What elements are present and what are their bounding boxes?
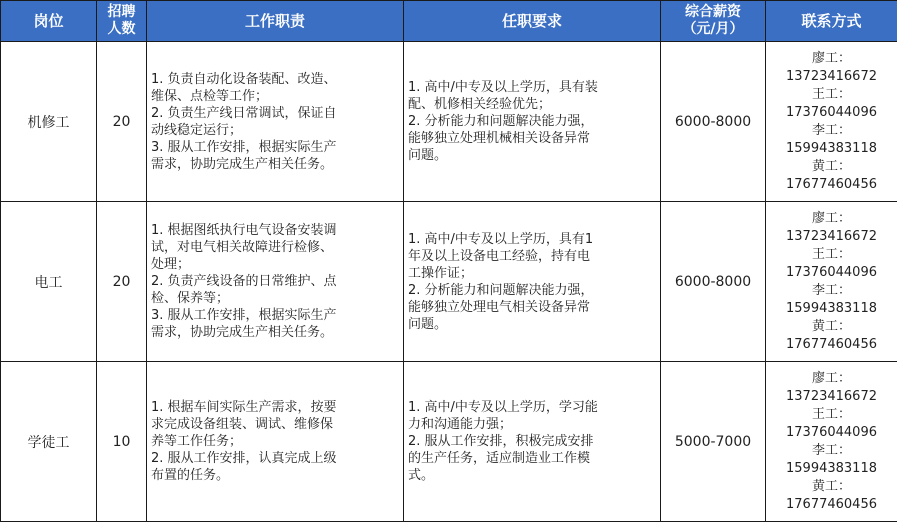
contact-name: 廖工： bbox=[811, 210, 851, 226]
position-cell: 机修工 bbox=[1, 42, 97, 202]
requirement-line: 式。 bbox=[408, 468, 435, 483]
requirement-line: 配、机修相关经验优先； bbox=[408, 97, 552, 112]
contact-phone: 17376044096 bbox=[786, 264, 877, 280]
duty-line: 养等工作任务； bbox=[151, 434, 243, 449]
header-salary-line1: 综合薪资 bbox=[685, 4, 741, 20]
requirement-line: 1. 高中/中专及以上学历，具有1 bbox=[408, 231, 594, 247]
header-headcount bbox=[97, 1, 147, 42]
header-salary-line2: （元/月） bbox=[682, 21, 744, 37]
requirement-line: 力和沟通能力强； bbox=[408, 417, 513, 432]
headcount-cell: 10 bbox=[97, 362, 147, 522]
contact-name: 王工： bbox=[811, 86, 851, 102]
contact-phone: 17376044096 bbox=[786, 424, 877, 440]
requirements-cell bbox=[404, 362, 661, 522]
duty-line: 3. 服从工作安排，根据实际生产 bbox=[151, 308, 337, 323]
contact-cell bbox=[766, 362, 897, 522]
contact-phone: 13723416672 bbox=[786, 388, 877, 404]
salary-cell: 5000-7000 bbox=[661, 362, 766, 522]
header-headcount-line1: 招聘 bbox=[107, 4, 136, 20]
duty-line: 1. 负责自动化设备装配、改造、 bbox=[151, 71, 337, 87]
requirement-line: 2. 分析能力和问题解决能力强， bbox=[408, 114, 594, 129]
duty-line: 检、保养等； bbox=[151, 291, 230, 306]
duty-line: 维保、点检等工作； bbox=[151, 88, 269, 104]
contact-phone: 17677460456 bbox=[786, 336, 877, 352]
requirement-line: 问题。 bbox=[408, 316, 448, 332]
contact-name: 李工： bbox=[811, 282, 851, 298]
contact-phone: 17376044096 bbox=[786, 104, 877, 120]
contact-cell bbox=[766, 42, 897, 202]
header-salary bbox=[661, 1, 766, 42]
contact-name: 廖工： bbox=[811, 50, 851, 66]
requirement-line: 工操作证； bbox=[408, 265, 474, 281]
table-row bbox=[1, 202, 897, 362]
requirement-line: 2. 分析能力和问题解决能力强， bbox=[408, 282, 594, 298]
requirement-line: 1. 高中/中专及以上学历，具有装 bbox=[408, 80, 598, 95]
contact-name: 黄工： bbox=[811, 158, 851, 174]
duties-cell bbox=[147, 42, 404, 202]
contact-phone: 15994383118 bbox=[786, 140, 877, 156]
contact-phone: 13723416672 bbox=[786, 228, 877, 244]
duty-line: 1. 根据图纸执行电气设备安装调 bbox=[151, 223, 337, 238]
requirements-cell bbox=[404, 42, 661, 202]
header-row bbox=[1, 1, 897, 42]
duty-line: 处理； bbox=[151, 257, 191, 272]
contact-name: 黄工： bbox=[811, 318, 851, 334]
header-requirements: 任职要求 bbox=[404, 1, 661, 42]
requirement-line: 问题。 bbox=[408, 148, 448, 163]
position-cell: 电工 bbox=[1, 202, 97, 362]
duty-line: 3. 服从工作安排，根据实际生产 bbox=[151, 139, 337, 155]
headcount-cell: 20 bbox=[97, 202, 147, 362]
contact-name: 王工： bbox=[811, 246, 851, 262]
requirement-line: 的生产任务，适应制造业工作模 bbox=[408, 451, 591, 466]
duty-line: 布置的任务。 bbox=[151, 468, 230, 483]
contact-name: 廖工： bbox=[811, 370, 851, 386]
contact-phone: 17677460456 bbox=[786, 176, 877, 192]
duty-line: 需求，协助完成生产相关任务。 bbox=[151, 325, 334, 340]
table-row bbox=[1, 42, 897, 202]
requirement-line: 2. 服从工作安排，积极完成安排 bbox=[408, 434, 594, 449]
duty-line: 需求，协助完成生产相关任务。 bbox=[151, 156, 334, 172]
header-contact: 联系方式 bbox=[766, 1, 897, 42]
header-headcount-line2: 人数 bbox=[107, 21, 136, 37]
header-duties: 工作职责 bbox=[147, 1, 404, 42]
duty-line: 动线稳定运行； bbox=[151, 122, 243, 138]
contact-phone: 13723416672 bbox=[786, 68, 877, 84]
position-cell: 学徒工 bbox=[1, 362, 97, 522]
duty-line: 2. 负责产线设备的日常维护、点 bbox=[151, 274, 337, 289]
duty-line: 1. 根据车间实际生产需求，按要 bbox=[151, 400, 337, 415]
duties-cell bbox=[147, 362, 404, 522]
requirement-line: 能够独立处理机械相关设备异常 bbox=[408, 131, 591, 146]
contact-phone: 15994383118 bbox=[786, 460, 877, 476]
salary-cell: 6000-8000 bbox=[661, 42, 766, 202]
contact-cell bbox=[766, 202, 897, 362]
contact-name: 李工： bbox=[811, 122, 851, 138]
requirements-cell bbox=[404, 202, 661, 362]
duties-cell bbox=[147, 202, 404, 362]
contact-phone: 15994383118 bbox=[786, 300, 877, 316]
table-row bbox=[1, 362, 897, 522]
header-position: 岗位 bbox=[1, 1, 97, 42]
contact-name: 李工： bbox=[811, 442, 851, 458]
duty-line: 求完成设备组装、调试、维修保 bbox=[151, 417, 334, 432]
requirement-line: 能够独立处理电气相关设备异常 bbox=[408, 299, 591, 315]
duty-line: 2. 服从工作安排，认真完成上级 bbox=[151, 451, 337, 466]
duty-line: 2. 负责生产线日常调试，保证自 bbox=[151, 105, 337, 121]
salary-cell: 6000-8000 bbox=[661, 202, 766, 362]
contact-name: 王工： bbox=[811, 406, 851, 422]
requirement-line: 年及以上设备电工经验，持有电 bbox=[408, 248, 591, 264]
duty-line: 试，对电气相关故障进行检修、 bbox=[151, 240, 334, 255]
contact-phone: 17677460456 bbox=[786, 496, 877, 512]
headcount-cell: 20 bbox=[97, 42, 147, 202]
contact-name: 黄工： bbox=[811, 478, 851, 494]
requirement-line: 1. 高中/中专及以上学历，学习能 bbox=[408, 400, 598, 415]
